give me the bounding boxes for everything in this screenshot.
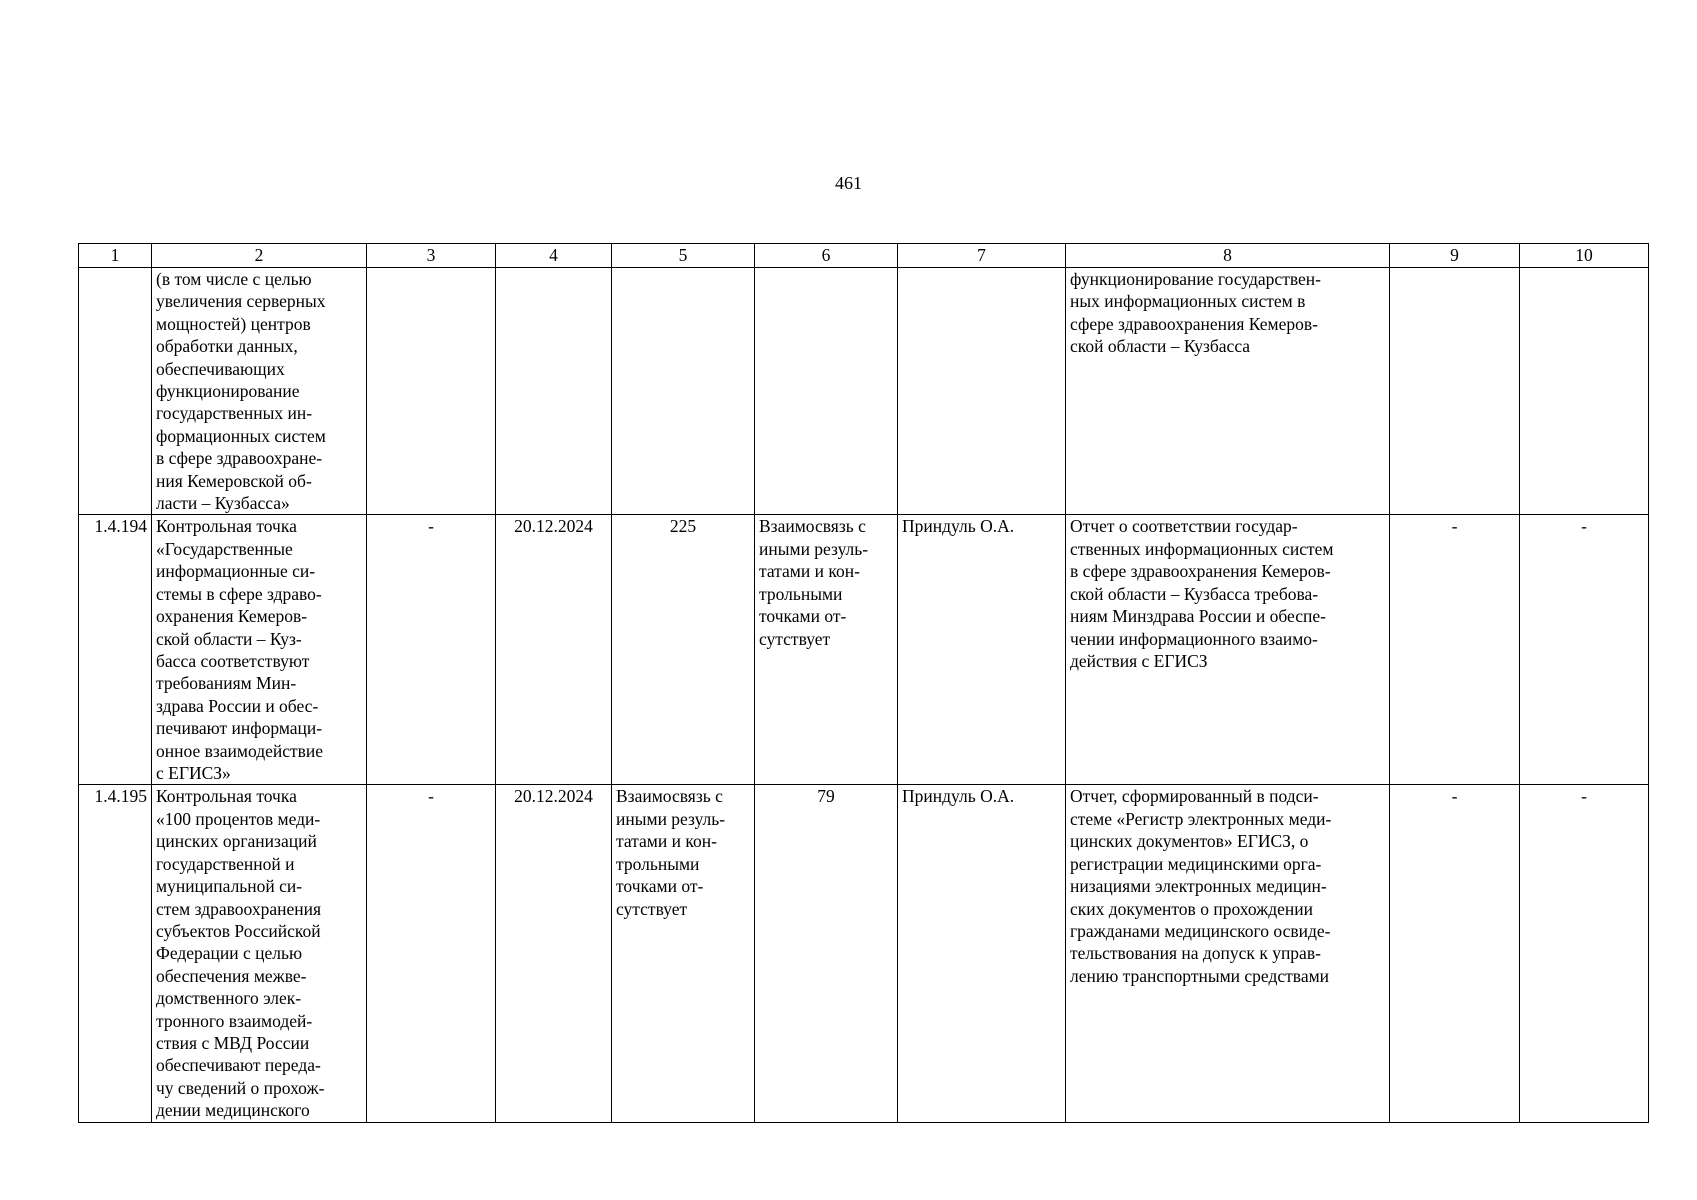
table-row <box>79 268 1649 515</box>
cell-col6 <box>755 268 898 515</box>
cell-col8: функционирование государствен- ных информационных систем в сфере здравоохранения Кемеров- ской области – Кузбасса <box>1066 268 1390 515</box>
name-cell: Контрольная точка «100 процентов меди- цинских организаций государственной и муниципальной си- стем здравоохранения субъектов Российской Федерации с целью обеспечения межве- домственного элек- тронного взаимодей- ствия с МВД России обеспечивают переда- чу сведений о прохож- дении медицинского <box>152 785 367 1122</box>
document-table <box>78 243 1649 1123</box>
header-cell: 5 <box>612 244 755 268</box>
cell-col9: - <box>1390 515 1520 785</box>
cell-col4 <box>496 268 612 515</box>
header-cell: 8 <box>1066 244 1390 268</box>
cell-col7: Приндуль О.А. <box>898 785 1066 1122</box>
cell-col7: Приндуль О.А. <box>898 515 1066 785</box>
cell-col6: Взаимосвязь с иными резуль- татами и кон- трольными точками от- сутствует <box>755 515 898 785</box>
table-row <box>79 515 1649 785</box>
header-cell: 6 <box>755 244 898 268</box>
header-cell: 9 <box>1390 244 1520 268</box>
cell-col3 <box>367 268 496 515</box>
cell-col6: 79 <box>755 785 898 1122</box>
cell-col4: 20.12.2024 <box>496 785 612 1122</box>
cell-col9 <box>1390 268 1520 515</box>
cell-col10 <box>1520 268 1649 515</box>
table-row <box>79 785 1649 1122</box>
cell-col5: 225 <box>612 515 755 785</box>
name-cell: Контрольная точка «Государственные информационные си- стемы в сфере здраво- охранения Кемеров- ской области – Куз- басса соответствуют требованиям Мин- здрава России и обес- печивают информаци- онное взаимодействие с ЕГИСЗ» <box>152 515 367 785</box>
header-cell: 3 <box>367 244 496 268</box>
header-cell: 2 <box>152 244 367 268</box>
header-cell: 7 <box>898 244 1066 268</box>
row-number-cell: 1.4.195 <box>79 785 152 1122</box>
cell-col3: - <box>367 515 496 785</box>
cell-col7 <box>898 268 1066 515</box>
row-number-cell <box>79 268 152 515</box>
cell-col8: Отчет, сформированный в подси- стеме «Регистр электронных меди- цинских документов» ЕГИСЗ, о регистрации медицинскими орга- низациями электронных медицин- ских документов о прохождении гражданами медицинского освиде- тельствования на допуск к управ- лению транспортными средствами <box>1066 785 1390 1122</box>
header-cell: 4 <box>496 244 612 268</box>
cell-col5: Взаимосвязь с иными резуль- татами и кон- трольными точками от- сутствует <box>612 785 755 1122</box>
table-header-row <box>79 244 1649 268</box>
cell-col4: 20.12.2024 <box>496 515 612 785</box>
cell-col10: - <box>1520 515 1649 785</box>
cell-col10: - <box>1520 785 1649 1122</box>
cell-col8: Отчет о соответствии государ- ственных информационных систем в сфере здравоохранения Кемеров- ской области – Кузбасса требова- ниям Минздрава России и обеспе- чении информационного взаимо- действия с ЕГИСЗ <box>1066 515 1390 785</box>
cell-col5 <box>612 268 755 515</box>
header-cell: 10 <box>1520 244 1649 268</box>
header-cell: 1 <box>79 244 152 268</box>
cell-col3: - <box>367 785 496 1122</box>
row-number-cell: 1.4.194 <box>79 515 152 785</box>
name-cell: (в том числе с целью увеличения серверных мощностей) центров обработки данных, обеспечивающих функционирование государственных ин- формационных систем в сфере здравоохране- ния Кемеровской об- ласти – Кузбасса» <box>152 268 367 515</box>
cell-col9: - <box>1390 785 1520 1122</box>
page-number: 461 <box>835 173 862 193</box>
